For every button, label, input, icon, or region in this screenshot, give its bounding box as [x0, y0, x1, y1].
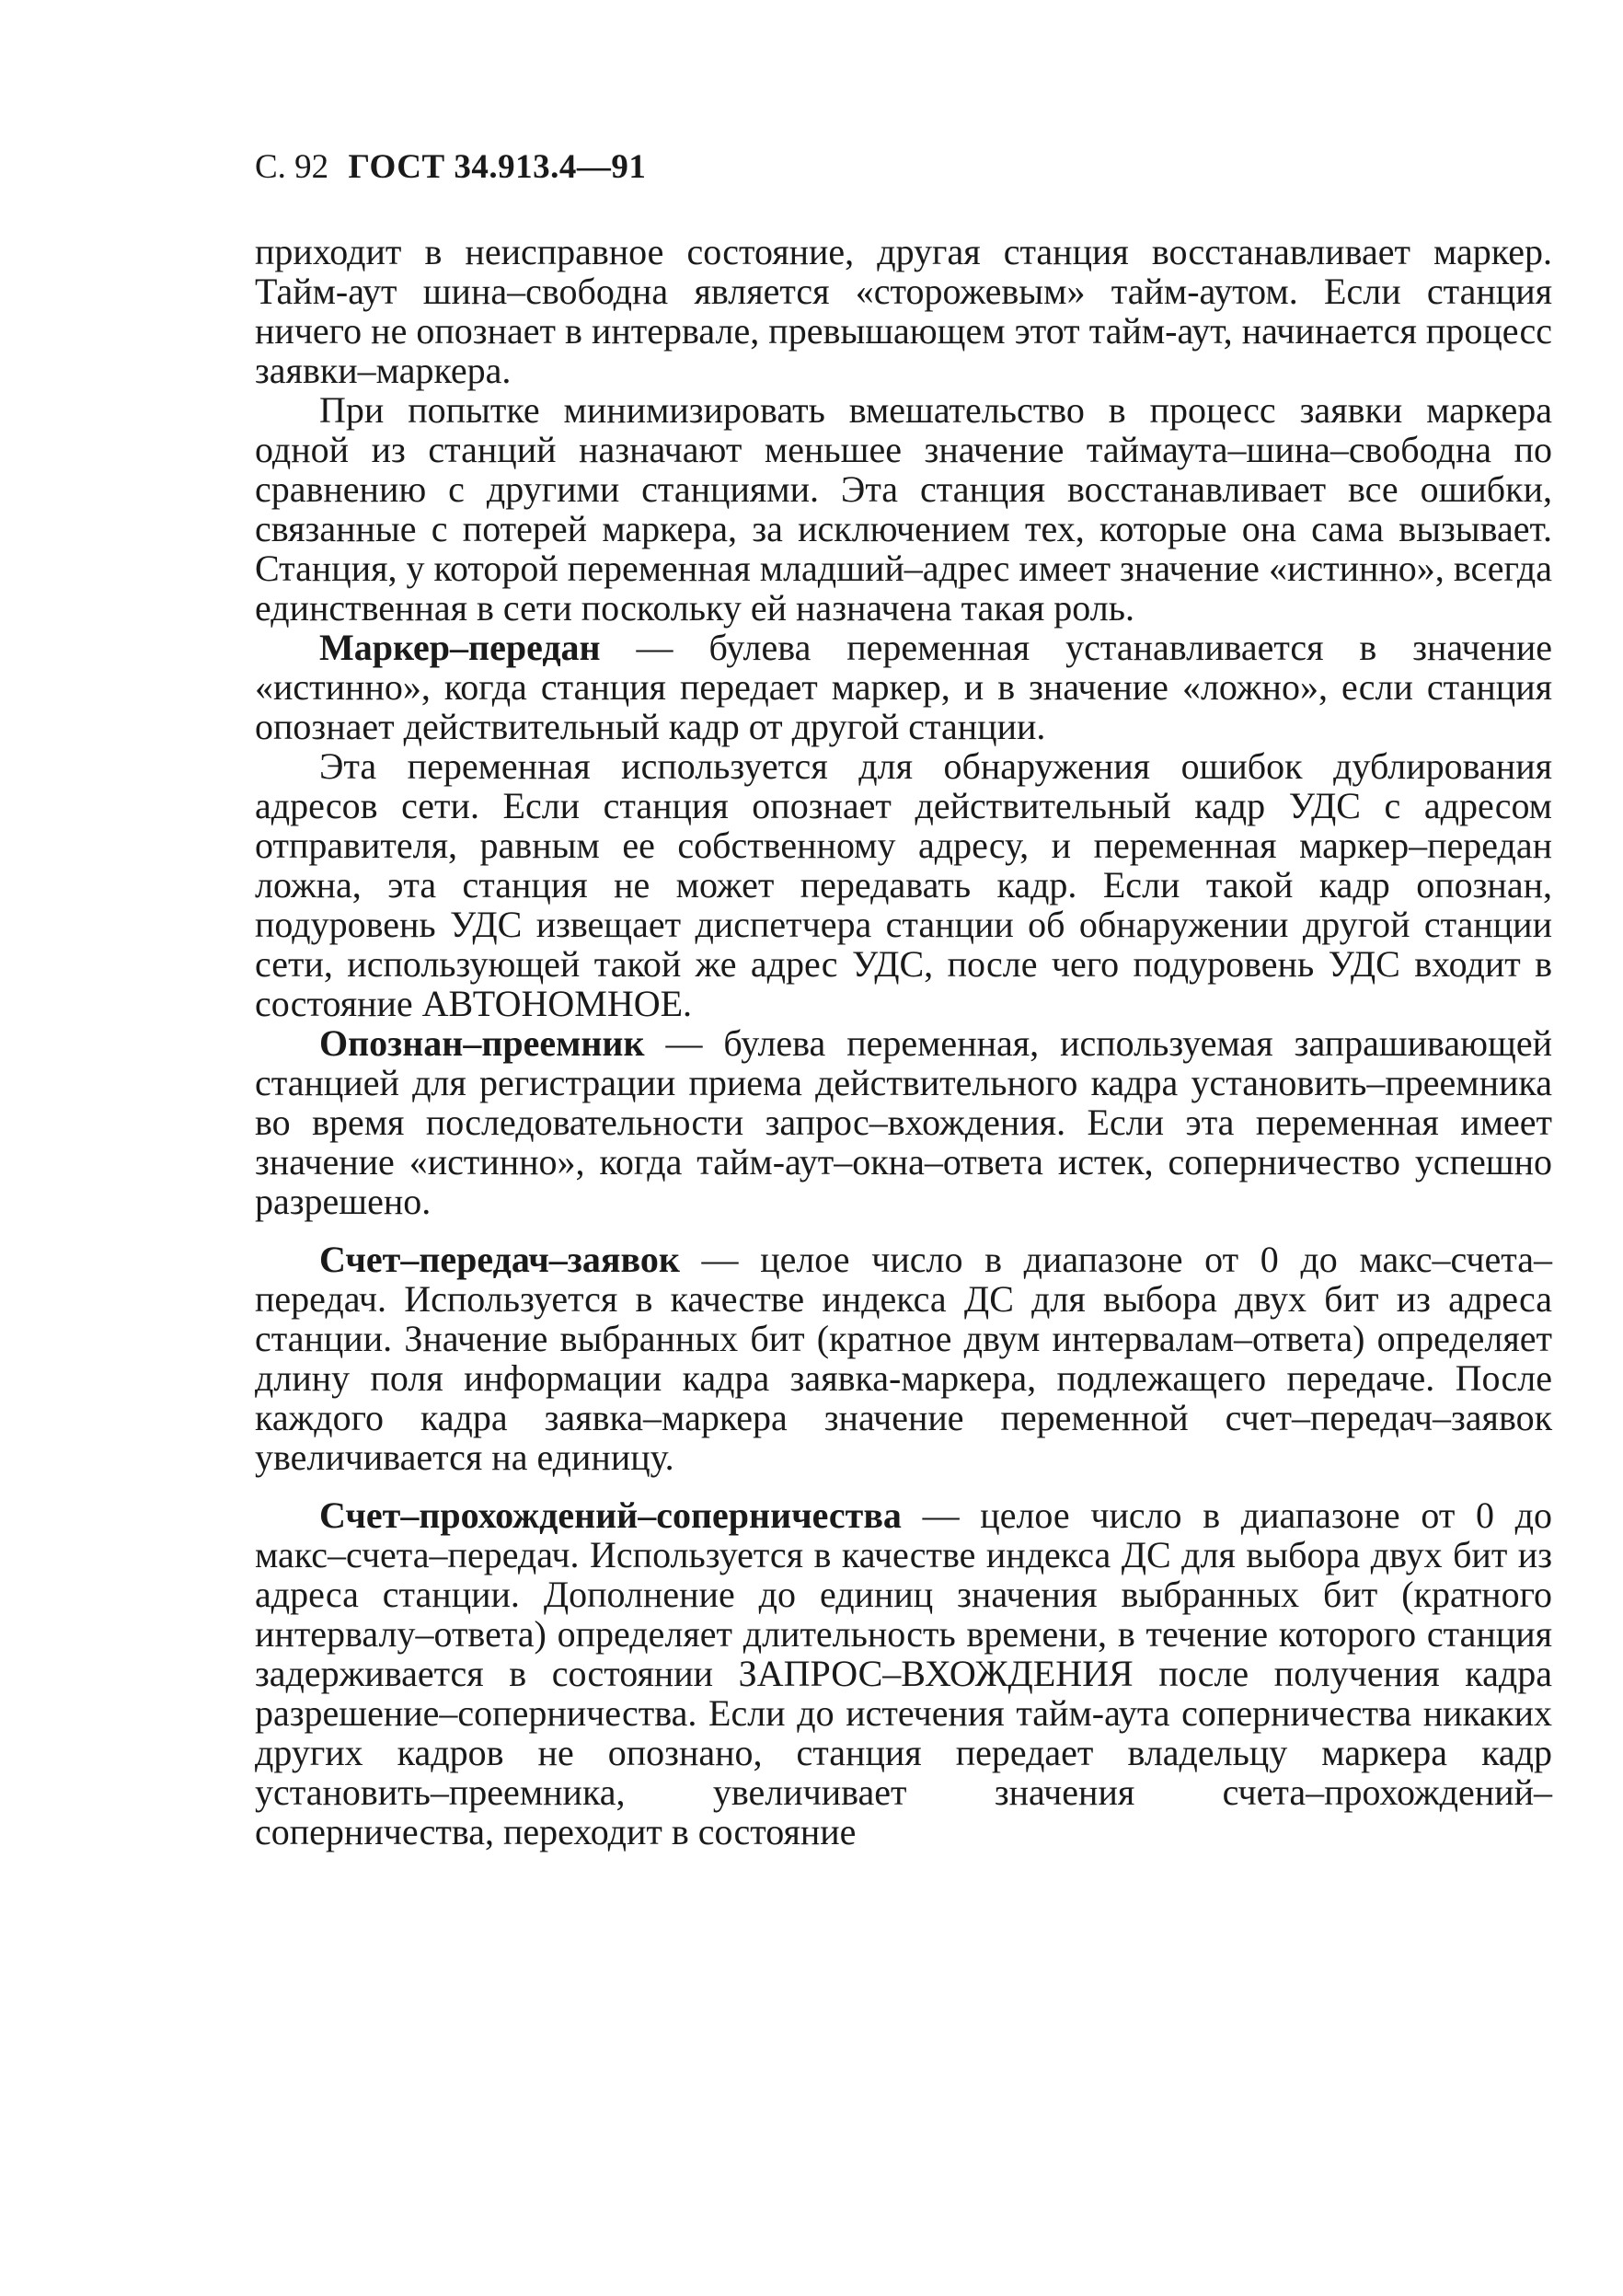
- body-text: [255, 232, 1552, 1852]
- paragraph: [255, 390, 1552, 628]
- page-number: С. 92: [255, 148, 329, 186]
- paragraph: [255, 746, 1552, 1023]
- definition-text: — булева переменная устанавливается в значение «истинно», когда станция передает маркер, и в значение «ложно», если станция опознает действительный кадр от другой станции.: [255, 627, 1552, 747]
- definition-paragraph: [255, 628, 1552, 746]
- definition-paragraph: [255, 1495, 1552, 1852]
- paragraph: [255, 232, 1552, 390]
- definition-text: — булева переменная, используемая запрашивающей станцией для регистрации приема действительного кадра установить–преемника во время последовательности запрос–вхождения. Если эта переменная имеет значение «истинно», когда тайм-аут–окна–ответа истек, соперничество успешно разрешено.: [255, 1022, 1552, 1222]
- definition-paragraph: [255, 1023, 1552, 1221]
- definition-text: — целое число в диапазоне от 0 до макс–счета–передач. Используется в качестве индекса ДС для выбора двух бит из адреса станции. Дополнение до единиц значения выбранных бит (кратного интервалу–ответа) определяет длительность времени, в течение которого станция задерживается в состоянии ЗАПРОС–ВХОЖДЕНИЯ после получения кадра разрешение–соперничества. Если до истечения тайм-аута соперничества никаких других кадров не опознано, станция передает владельцу маркера кадр установить–преемника, увеличивает значения счета–прохождений–соперничества, переходит в состояние: [255, 1494, 1552, 1852]
- term: Счет–передач–заявок: [319, 1239, 680, 1280]
- definition-paragraph: [255, 1240, 1552, 1477]
- term: Опознан–преемник: [319, 1022, 645, 1064]
- term: Маркер–передан: [319, 627, 601, 668]
- definition-text: — целое число в диапазоне от 0 до макс–счета–передач. Используется в качестве индекса ДС для выбора двух бит из адреса станции. Значение выбранных бит (кратное двум интервалам–ответа) определяет длину поля информации кадра заявка-маркера, подлежащего передаче. После каждого кадра заявка–маркера значение переменной счет–передач–заявок увеличивается на единицу.: [255, 1239, 1552, 1478]
- paragraph-text: Эта переменная используется для обнаружения ошибок дублирования адресов сети. Если станция опознает действительный кадр УДС с адресом отправителя, равным ее собственному адресу, и переменная маркер–передан ложна, эта станция не может передавать кадр. Если такой кадр опознан, подуровень УДС извещает диспетчера станции об обнаружении другой станции сети, использующей такой же адрес УДС, после чего подуровень УДС входит в состояние АВТОНОМНОЕ.: [255, 745, 1552, 1024]
- standard-designation: ГОСТ 34.913.4—91: [348, 148, 647, 186]
- paragraph-text: При попытке минимизировать вмешательство в процесс заявки маркера одной из станций назначают меньшее значение таймаута–шина–свободна по сравнению с другими станциями. Эта станция восстанавливает все ошибки, связанные с потерей маркера, за исключением тех, которые она сама вызывает. Станция, у которой переменная младший–адрес имеет значение «истинно», всегда единственная в сети поскольку ей назначена такая роль.: [255, 389, 1552, 629]
- term: Счет–прохождений–соперничества: [319, 1494, 902, 1536]
- page-header: [255, 147, 646, 188]
- paragraph-text: приходит в неисправное состояние, другая станция восстанавливает маркер. Тайм-аут шина–свободна является «сторожевым» тайм-аутом. Если станция ничего не опознает в интервале, превышающем этот тайм-аут, начинается процесс заявки–маркера.: [255, 231, 1552, 391]
